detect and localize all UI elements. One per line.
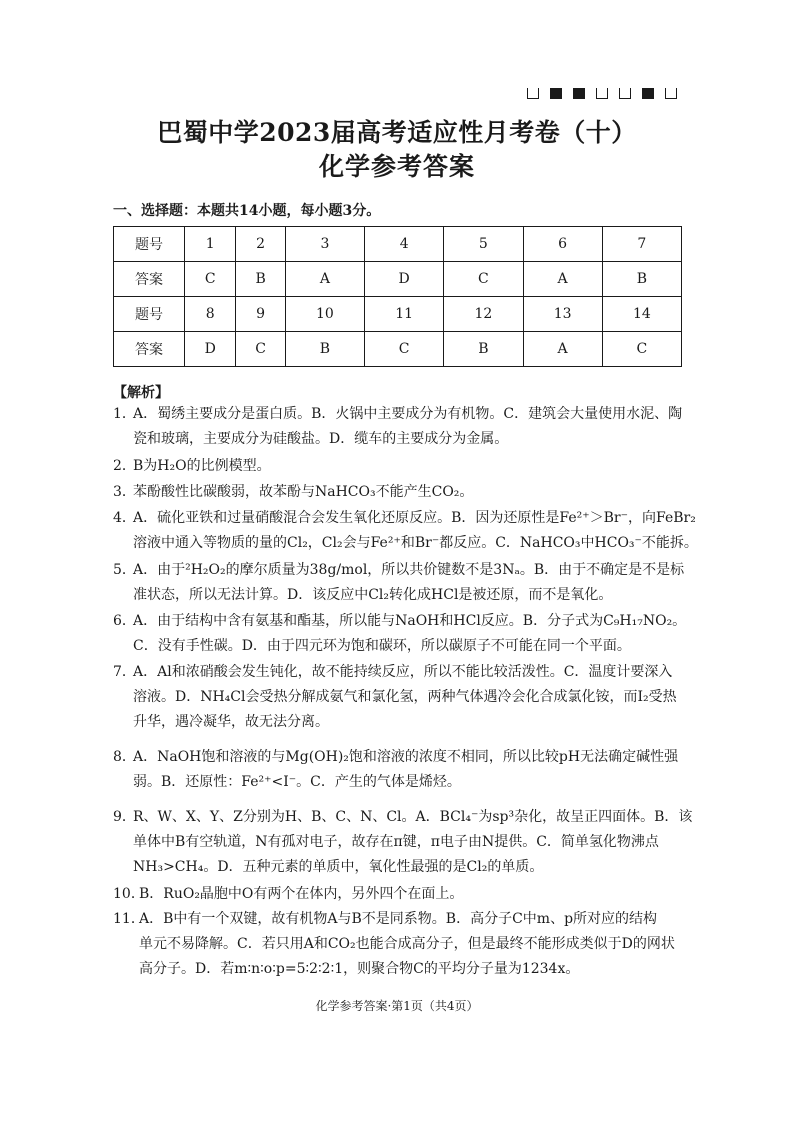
analysis-item-7 (113, 660, 685, 735)
item-number: 11． (113, 911, 145, 927)
item-number: 5． (113, 562, 136, 578)
item-line: 升华，遇冷凝华，故无法分离。 (133, 714, 329, 730)
item-line: R、W、X、Y、Z分别为H、B、C、N、Cl。A．BCl₄⁻为sp³杂化，故呈正四面体。B．该 (133, 809, 693, 825)
table-cell: A (523, 262, 602, 297)
item-line: 准状态，所以无法计算。D．该反应中Cl₂转化成HCl是被还原，而不是氧化。 (133, 587, 613, 603)
analysis-item-11 (113, 907, 685, 982)
table-cell: 10 (285, 297, 364, 332)
table-cell: B (444, 332, 523, 367)
table-cell: D (365, 262, 444, 297)
row-label: 答案 (114, 332, 185, 367)
item-number: 6． (113, 613, 136, 629)
item-line: 苯酚酸性比碳酸弱，故苯酚与NaHCO₃不能产生CO₂。 (133, 484, 474, 500)
table-cell: A (285, 262, 364, 297)
item-number: 1． (113, 406, 136, 422)
corner-marks (527, 88, 687, 102)
analysis-item-1 (113, 402, 685, 452)
table-cell: D (185, 332, 236, 367)
page-subtitle: 化学参考答案 (318, 152, 475, 181)
item-number: 2． (113, 458, 136, 474)
mark-filled (573, 88, 585, 99)
row-label: 题号 (114, 297, 185, 332)
analysis-item-4 (113, 506, 698, 556)
analysis-item-2 (113, 454, 685, 479)
row-label: 答案 (114, 262, 185, 297)
table-cell: 13 (523, 297, 602, 332)
analysis-heading: 【解析】 (113, 385, 169, 401)
item-line: A．由于结构中含有氨基和酯基，所以能与NaOH和HCl反应。B．分子式为C₉H₁₇NO₂。 (133, 613, 687, 629)
table-cell: 12 (444, 297, 523, 332)
table-cell: 8 (185, 297, 236, 332)
row-label: 题号 (114, 227, 185, 262)
analysis-item-10 (113, 882, 685, 907)
page-title: 巴蜀中学2023届高考适应性月考卷（十） (157, 118, 637, 147)
table-row (114, 332, 682, 367)
item-line: 单元不易降解。C．若只用A和CO₂也能合成高分子，但是最终不能形成类似于D的网状 (139, 936, 675, 952)
item-line: A．硫化亚铁和过量硝酸混合会发生氧化还原反应。B．因为还原性是Fe²⁺＞Br⁻，向FeBr₂ (133, 510, 696, 526)
item-number: 9． (113, 809, 136, 825)
item-line: A．蜀绣主要成分是蛋白质。B．火锅中主要成分为有机物。C．建筑会大量使用水泥、陶 (133, 406, 683, 422)
table-cell: C (185, 262, 236, 297)
item-line: A．Al和浓硝酸会发生钝化，故不能持续反应，所以不能比较活泼性。C．温度计要深入 (133, 664, 673, 680)
item-line: A．B中有一个双键，故有机物A与B不是同系物。B．高分子C中m、p所对应的结构 (139, 911, 658, 927)
item-line: 溶液中通入等物质的量的Cl₂，Cl₂会与Fe²⁺和Br⁻都反应。C．NaHCO₃中HCO₃⁻不能拆。 (133, 535, 698, 551)
item-line: A．由于²H₂O₂的摩尔质量为38g/mol，所以共价键数不是3Nₐ。B．由于不确定是不是标 (133, 562, 685, 578)
item-line: 溶液。D．NH₄Cl会受热分解成氨气和氯化氢，两种气体遇冷会化合成氯化铵，而I₂受热 (133, 689, 677, 705)
item-number: 7． (113, 664, 136, 680)
analysis-item-3 (113, 480, 685, 505)
mark-filled (642, 88, 654, 99)
item-line: B为H₂O的比例模型。 (133, 458, 271, 474)
table-cell: 2 (236, 227, 285, 262)
mark-open (527, 88, 539, 99)
mark-open (665, 88, 677, 99)
item-line: 瓷和玻璃，主要成分为硅酸盐。D．缆车的主要成分为金属。 (133, 431, 509, 447)
table-row (114, 227, 682, 262)
table-cell: B (285, 332, 364, 367)
section-heading: 一、选择题：本题共14小题，每小题3分。 (113, 203, 381, 219)
analysis-item-6 (113, 609, 685, 659)
item-number: 8． (113, 749, 136, 765)
table-cell: C (236, 332, 285, 367)
page-footer: 化学参考答案·第1页（共4页） (315, 999, 479, 1013)
table-cell: A (523, 332, 602, 367)
table-cell: 9 (236, 297, 285, 332)
table-cell: 11 (365, 297, 444, 332)
item-line: C．没有手性碳。D．由于四元环为饱和碳环，所以碳原子不可能在同一个平面。 (133, 638, 631, 654)
item-line: A．NaOH饱和溶液的与Mg(OH)₂饱和溶液的浓度不相同，所以比较pH无法确定碱性强 (133, 749, 679, 765)
item-line: NH₃>CH₄。D．五种元素的单质中，氧化性最强的是Cl₂的单质。 (133, 859, 544, 875)
item-number: 4． (113, 510, 136, 526)
item-number: 10． (113, 886, 145, 902)
table-cell: B (236, 262, 285, 297)
analysis-item-5 (113, 558, 685, 608)
table-cell: 14 (602, 297, 681, 332)
table-cell: 5 (444, 227, 523, 262)
table-cell: 7 (602, 227, 681, 262)
table-cell: 4 (365, 227, 444, 262)
table-row (114, 297, 682, 332)
analysis-item-8 (113, 745, 685, 795)
item-line: 高分子。D．若m∶n∶o∶p=5∶2∶2∶1，则聚合物C的平均分子量为1234x。 (139, 961, 580, 977)
table-row (114, 262, 682, 297)
table-cell: C (444, 262, 523, 297)
table-cell: 6 (523, 227, 602, 262)
item-line: B．RuO₂晶胞中O有两个在体内，另外四个在面上。 (139, 886, 464, 902)
table-cell: C (602, 332, 681, 367)
answer-table (113, 226, 682, 367)
table-cell: 3 (285, 227, 364, 262)
analysis-item-9 (113, 805, 693, 880)
item-line: 单体中B有空轨道，N有孤对电子，故存在π键，π电子由N提供。C．简单氢化物沸点 (133, 834, 659, 850)
mark-open (596, 88, 608, 99)
item-line: 弱。B．还原性：Fe²⁺<I⁻。C．产生的气体是烯烃。 (133, 774, 461, 790)
table-cell: C (365, 332, 444, 367)
table-cell: B (602, 262, 681, 297)
mark-open (619, 88, 631, 99)
item-number: 3． (113, 484, 136, 500)
table-cell: 1 (185, 227, 236, 262)
mark-filled (550, 88, 562, 99)
